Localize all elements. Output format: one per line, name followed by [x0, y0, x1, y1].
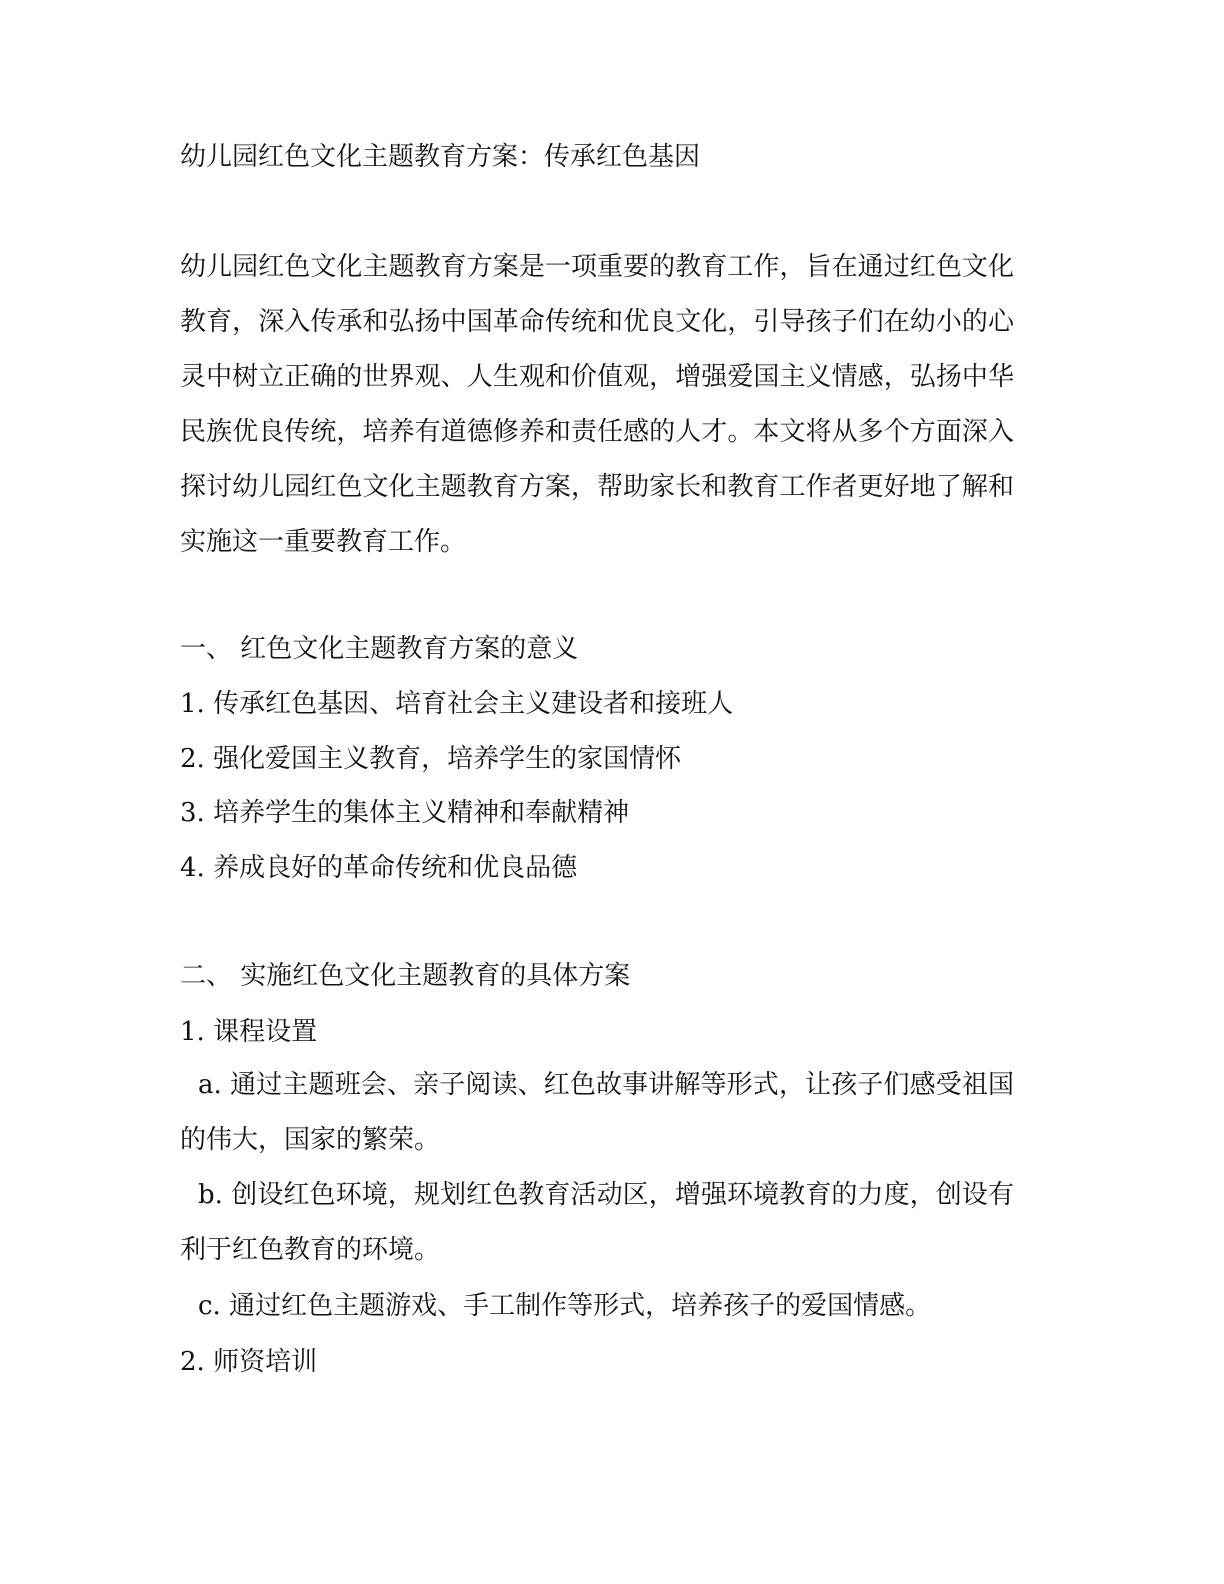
section-1-item: 2. 强化爱国主义教育，培养学生的家国情怀 — [180, 744, 682, 774]
document-title: 幼儿园红色文化主题教育方案：传承红色基因 — [180, 142, 701, 172]
curriculum-item-c: c. 通过红色主题游戏、手工制作等形式，培养孩子的爱国情感。 — [198, 1291, 932, 1321]
subsection-heading-curriculum: 1. 课程设置 — [180, 1017, 318, 1047]
section-2-heading: 二、 实施红色文化主题教育的具体方案 — [180, 961, 631, 991]
curriculum-item-a: a. 通过主题班会、亲子阅读、红色故事讲解等形式，让孩子们感受祖国的伟大，国家的繁荣。 — [180, 1070, 1014, 1155]
section-1-item: 4. 养成良好的革命传统和优良品德 — [180, 853, 578, 883]
curriculum-item-b: b. 创设红色环境，规划红色教育活动区，增强环境教育的力度，创设有利于红色教育的环境。 — [180, 1180, 1014, 1265]
intro-paragraph: 幼儿园红色文化主题教育方案是一项重要的教育工作，旨在通过红色文化教育，深入传承和弘扬中国革命传统和优良文化，引导孩子们在幼小的心灵中树立正确的世界观、人生观和价值观，增强爱国主义情感，弘扬中华民族优良传统，培养有道德修养和责任感的人才。本文将从多个方面深入探讨幼儿园红色文化主题教育方案，帮助家长和教育工作者更好地了解和实施这一重要教育工作。 — [180, 252, 1014, 557]
section-1-item: 1. 传承红色基因、培育社会主义建设者和接班人 — [180, 689, 734, 719]
section-1-heading: 一、 红色文化主题教育方案的意义 — [180, 634, 579, 664]
subsection-heading-teacher-training: 2. 师资培训 — [180, 1347, 318, 1377]
section-1-item: 3. 培养学生的集体主义精神和奉献精神 — [180, 798, 630, 828]
